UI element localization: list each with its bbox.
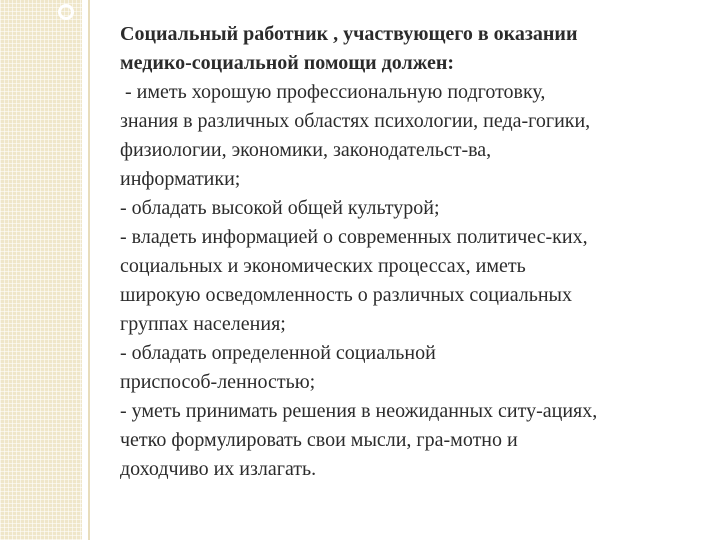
ring-ornament-icon (58, 4, 74, 20)
body-line: социальных и экономических процессах, иметь (120, 255, 526, 277)
body-line: - обладать высокой общей культурой; (120, 197, 440, 219)
body-line: группах населения; (120, 313, 286, 335)
decorative-side-band (0, 0, 82, 540)
vertical-divider (88, 0, 90, 540)
slide-text-block (120, 20, 700, 484)
body-line: знания в различных областях психологии, педа-гогики, (120, 110, 591, 132)
slide-heading (120, 20, 700, 78)
body-line: - уметь принимать решения в неожиданных ситу-ациях, (120, 400, 598, 422)
body-line: информатики; (120, 168, 241, 190)
body-line: - обладать определенной социальной (120, 342, 436, 364)
body-line: - иметь хорошую профессиональную подготовку, (120, 81, 546, 103)
body-line: широкую осведомленность о различных социальных (120, 284, 572, 306)
heading-line: медико-социальной помощи должен: (120, 52, 455, 74)
body-line: доходчиво их излагать. (120, 458, 317, 480)
heading-line: Социальный работник , участвующего в оказании (120, 23, 578, 45)
body-line: четко формулировать свои мысли, гра-мотно и (120, 429, 518, 451)
body-line: - владеть информацией о современных политичес-ких, (120, 226, 588, 248)
slide-body (120, 78, 700, 484)
body-line: приспособ-ленностью; (120, 371, 316, 393)
body-line: физиологии, экономики, законодательст-ва, (120, 139, 492, 161)
